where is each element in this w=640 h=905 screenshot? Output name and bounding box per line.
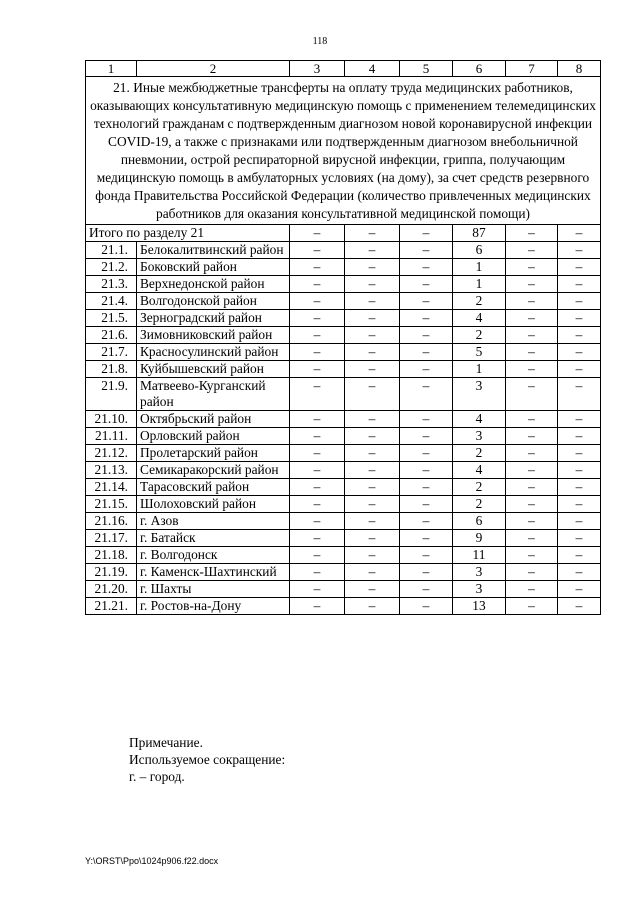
column-number: 3 (290, 61, 345, 77)
row-name: Октябрьский район (137, 411, 290, 428)
row-number: 21.15. (86, 496, 137, 513)
row-number: 21.8. (86, 361, 137, 378)
table-row (86, 513, 601, 530)
row-col6: 3 (453, 378, 506, 411)
row-name: Красносулинский район (137, 344, 290, 361)
row-name: Матвеево-Курганский район (137, 378, 290, 411)
row-col4: – (345, 276, 400, 293)
data-table (85, 60, 601, 615)
row-number: 21.7. (86, 344, 137, 361)
row-col3: – (290, 327, 345, 344)
row-col5: – (400, 581, 453, 598)
row-col3: – (290, 496, 345, 513)
row-col4: – (345, 242, 400, 259)
row-col8: – (558, 598, 601, 615)
row-number: 21.6. (86, 327, 137, 344)
row-col7: – (506, 276, 558, 293)
row-col8: – (558, 428, 601, 445)
row-number: 21.13. (86, 462, 137, 479)
row-col6: 2 (453, 479, 506, 496)
file-path: Y:\ORST\Ppo\1024p906.f22.docx (85, 856, 219, 866)
row-name: Белокалитвинский район (137, 242, 290, 259)
table-row (86, 310, 601, 327)
table-row (86, 462, 601, 479)
table-row (86, 598, 601, 615)
row-col7: – (506, 462, 558, 479)
row-col8: – (558, 293, 601, 310)
row-col5: – (400, 479, 453, 496)
row-col7: – (506, 242, 558, 259)
row-col3: – (290, 242, 345, 259)
row-col3: – (290, 428, 345, 445)
row-col8: – (558, 564, 601, 581)
row-col5: – (400, 411, 453, 428)
total-col8: – (558, 225, 601, 242)
row-name: г. Ростов-на-Дону (137, 598, 290, 615)
row-col4: – (345, 310, 400, 327)
section-title: 21. Иные межбюджетные трансферты на оплату труда медицинских работников, оказывающих консультативную медицинскую помощь с применением телемедицинских технологий гражданам с подтвержденным диагнозом новой коронавирусной инфекции COVID-19, а также с признаками или подтвержденным диагнозом внебольничной пневмонии, острой респираторной вирусной инфекции, гриппа, получающим медицинскую помощь в амбулаторных условиях (на дому), за счет средств резервного фонда Правительства Российской Федерации (количество привлеченных медицинских работников для оказания консультативной медицинской помощи) (86, 77, 601, 225)
row-col5: – (400, 293, 453, 310)
row-col5: – (400, 462, 453, 479)
total-col6: 87 (453, 225, 506, 242)
row-number: 21.5. (86, 310, 137, 327)
row-col6: 4 (453, 411, 506, 428)
table-row (86, 581, 601, 598)
table-row (86, 547, 601, 564)
row-col7: – (506, 513, 558, 530)
column-number: 8 (558, 61, 601, 77)
row-col8: – (558, 530, 601, 547)
row-col5: – (400, 259, 453, 276)
row-col3: – (290, 276, 345, 293)
row-col3: – (290, 479, 345, 496)
row-col4: – (345, 530, 400, 547)
row-col7: – (506, 445, 558, 462)
table-row (86, 411, 601, 428)
row-col4: – (345, 327, 400, 344)
row-col8: – (558, 259, 601, 276)
row-col4: – (345, 344, 400, 361)
row-col6: 1 (453, 361, 506, 378)
row-col8: – (558, 310, 601, 327)
row-col3: – (290, 259, 345, 276)
table-row (86, 479, 601, 496)
row-col7: – (506, 310, 558, 327)
column-number: 2 (137, 61, 290, 77)
row-col8: – (558, 327, 601, 344)
row-name: Зерноградский район (137, 310, 290, 327)
row-col7: – (506, 411, 558, 428)
table-row (86, 378, 601, 411)
column-number: 1 (86, 61, 137, 77)
row-col3: – (290, 310, 345, 327)
row-col6: 6 (453, 242, 506, 259)
row-col4: – (345, 479, 400, 496)
column-number: 6 (453, 61, 506, 77)
notes-abbrev-city: г. – город. (129, 769, 185, 784)
row-col5: – (400, 547, 453, 564)
row-col8: – (558, 361, 601, 378)
row-col8: – (558, 445, 601, 462)
row-col3: – (290, 547, 345, 564)
total-col7: – (506, 225, 558, 242)
row-col8: – (558, 276, 601, 293)
row-col8: – (558, 378, 601, 411)
row-number: 21.20. (86, 581, 137, 598)
row-name: Верхнедонской район (137, 276, 290, 293)
row-number: 21.1. (86, 242, 137, 259)
row-col6: 4 (453, 310, 506, 327)
row-col5: – (400, 242, 453, 259)
row-col3: – (290, 445, 345, 462)
row-col7: – (506, 361, 558, 378)
row-col6: 4 (453, 462, 506, 479)
row-col3: – (290, 530, 345, 547)
row-col6: 1 (453, 259, 506, 276)
row-col5: – (400, 344, 453, 361)
total-col3: – (290, 225, 345, 242)
row-col3: – (290, 513, 345, 530)
row-number: 21.21. (86, 598, 137, 615)
table-row (86, 496, 601, 513)
row-col5: – (400, 276, 453, 293)
row-col7: – (506, 547, 558, 564)
row-number: 21.9. (86, 378, 137, 411)
row-col8: – (558, 462, 601, 479)
row-col6: 3 (453, 564, 506, 581)
row-col4: – (345, 259, 400, 276)
total-row (86, 225, 601, 242)
row-name: Шолоховский район (137, 496, 290, 513)
row-col8: – (558, 242, 601, 259)
row-col6: 2 (453, 327, 506, 344)
table-row (86, 259, 601, 276)
column-number: 7 (506, 61, 558, 77)
row-col7: – (506, 598, 558, 615)
section-title-row (86, 77, 601, 225)
row-col4: – (345, 378, 400, 411)
row-name: г. Азов (137, 513, 290, 530)
row-name: Волгодонской район (137, 293, 290, 310)
row-col3: – (290, 344, 345, 361)
column-number: 5 (400, 61, 453, 77)
row-col4: – (345, 428, 400, 445)
row-number: 21.11. (86, 428, 137, 445)
table-row (86, 344, 601, 361)
column-number: 4 (345, 61, 400, 77)
row-col4: – (345, 581, 400, 598)
row-col8: – (558, 344, 601, 361)
row-col7: – (506, 564, 558, 581)
row-col7: – (506, 344, 558, 361)
row-col7: – (506, 259, 558, 276)
row-col4: – (345, 411, 400, 428)
row-col6: 3 (453, 581, 506, 598)
row-col4: – (345, 547, 400, 564)
total-col4: – (345, 225, 400, 242)
row-name: Семикаракорский район (137, 462, 290, 479)
row-name: Пролетарский район (137, 445, 290, 462)
row-col8: – (558, 513, 601, 530)
row-col6: 6 (453, 513, 506, 530)
total-col5: – (400, 225, 453, 242)
table-row (86, 445, 601, 462)
row-number: 21.12. (86, 445, 137, 462)
row-col5: – (400, 445, 453, 462)
row-col7: – (506, 293, 558, 310)
table-row (86, 428, 601, 445)
row-name: г. Каменск-Шахтинский (137, 564, 290, 581)
row-col7: – (506, 479, 558, 496)
row-number: 21.19. (86, 564, 137, 581)
row-col8: – (558, 547, 601, 564)
column-number-row (86, 61, 601, 77)
row-col7: – (506, 378, 558, 411)
row-col4: – (345, 513, 400, 530)
row-number: 21.10. (86, 411, 137, 428)
table-row (86, 361, 601, 378)
row-col7: – (506, 428, 558, 445)
table-row (86, 327, 601, 344)
row-col3: – (290, 361, 345, 378)
row-name: Зимовниковский район (137, 327, 290, 344)
row-col5: – (400, 496, 453, 513)
row-col6: 5 (453, 344, 506, 361)
row-name: г. Батайск (137, 530, 290, 547)
row-number: 21.3. (86, 276, 137, 293)
row-col7: – (506, 327, 558, 344)
row-col5: – (400, 530, 453, 547)
row-col5: – (400, 428, 453, 445)
row-name: г. Шахты (137, 581, 290, 598)
row-col8: – (558, 479, 601, 496)
row-col7: – (506, 530, 558, 547)
row-col6: 3 (453, 428, 506, 445)
row-col4: – (345, 462, 400, 479)
row-col3: – (290, 378, 345, 411)
row-col6: 1 (453, 276, 506, 293)
row-col8: – (558, 581, 601, 598)
row-col8: – (558, 496, 601, 513)
row-col8: – (558, 411, 601, 428)
row-col6: 9 (453, 530, 506, 547)
row-col7: – (506, 496, 558, 513)
notes-heading: Примечание. (129, 735, 203, 750)
row-name: Боковский район (137, 259, 290, 276)
row-col3: – (290, 411, 345, 428)
table-row (86, 276, 601, 293)
table-row (86, 242, 601, 259)
row-col5: – (400, 327, 453, 344)
row-col6: 2 (453, 445, 506, 462)
row-number: 21.18. (86, 547, 137, 564)
table-row (86, 564, 601, 581)
row-col6: 11 (453, 547, 506, 564)
table-row (86, 293, 601, 310)
row-col3: – (290, 598, 345, 615)
row-col4: – (345, 496, 400, 513)
row-col4: – (345, 293, 400, 310)
page-number: 118 (312, 36, 328, 47)
row-col3: – (290, 293, 345, 310)
row-number: 21.16. (86, 513, 137, 530)
row-col7: – (506, 581, 558, 598)
row-col4: – (345, 361, 400, 378)
row-name: Куйбышевский район (137, 361, 290, 378)
row-col6: 13 (453, 598, 506, 615)
row-number: 21.17. (86, 530, 137, 547)
row-col5: – (400, 513, 453, 530)
row-name: Орловский район (137, 428, 290, 445)
notes (129, 734, 285, 785)
row-col6: 2 (453, 293, 506, 310)
row-col3: – (290, 581, 345, 598)
row-col5: – (400, 310, 453, 327)
row-name: Тарасовский район (137, 479, 290, 496)
row-col5: – (400, 598, 453, 615)
total-label: Итого по разделу 21 (86, 225, 290, 242)
row-col5: – (400, 361, 453, 378)
row-number: 21.14. (86, 479, 137, 496)
row-name: г. Волгодонск (137, 547, 290, 564)
row-number: 21.2. (86, 259, 137, 276)
row-col3: – (290, 462, 345, 479)
row-col5: – (400, 564, 453, 581)
row-number: 21.4. (86, 293, 137, 310)
row-col3: – (290, 564, 345, 581)
row-col6: 2 (453, 496, 506, 513)
row-col4: – (345, 445, 400, 462)
row-col4: – (345, 564, 400, 581)
row-col5: – (400, 378, 453, 411)
row-col4: – (345, 598, 400, 615)
notes-abbrev-intro: Используемое сокращение: (129, 752, 286, 767)
table-row (86, 530, 601, 547)
